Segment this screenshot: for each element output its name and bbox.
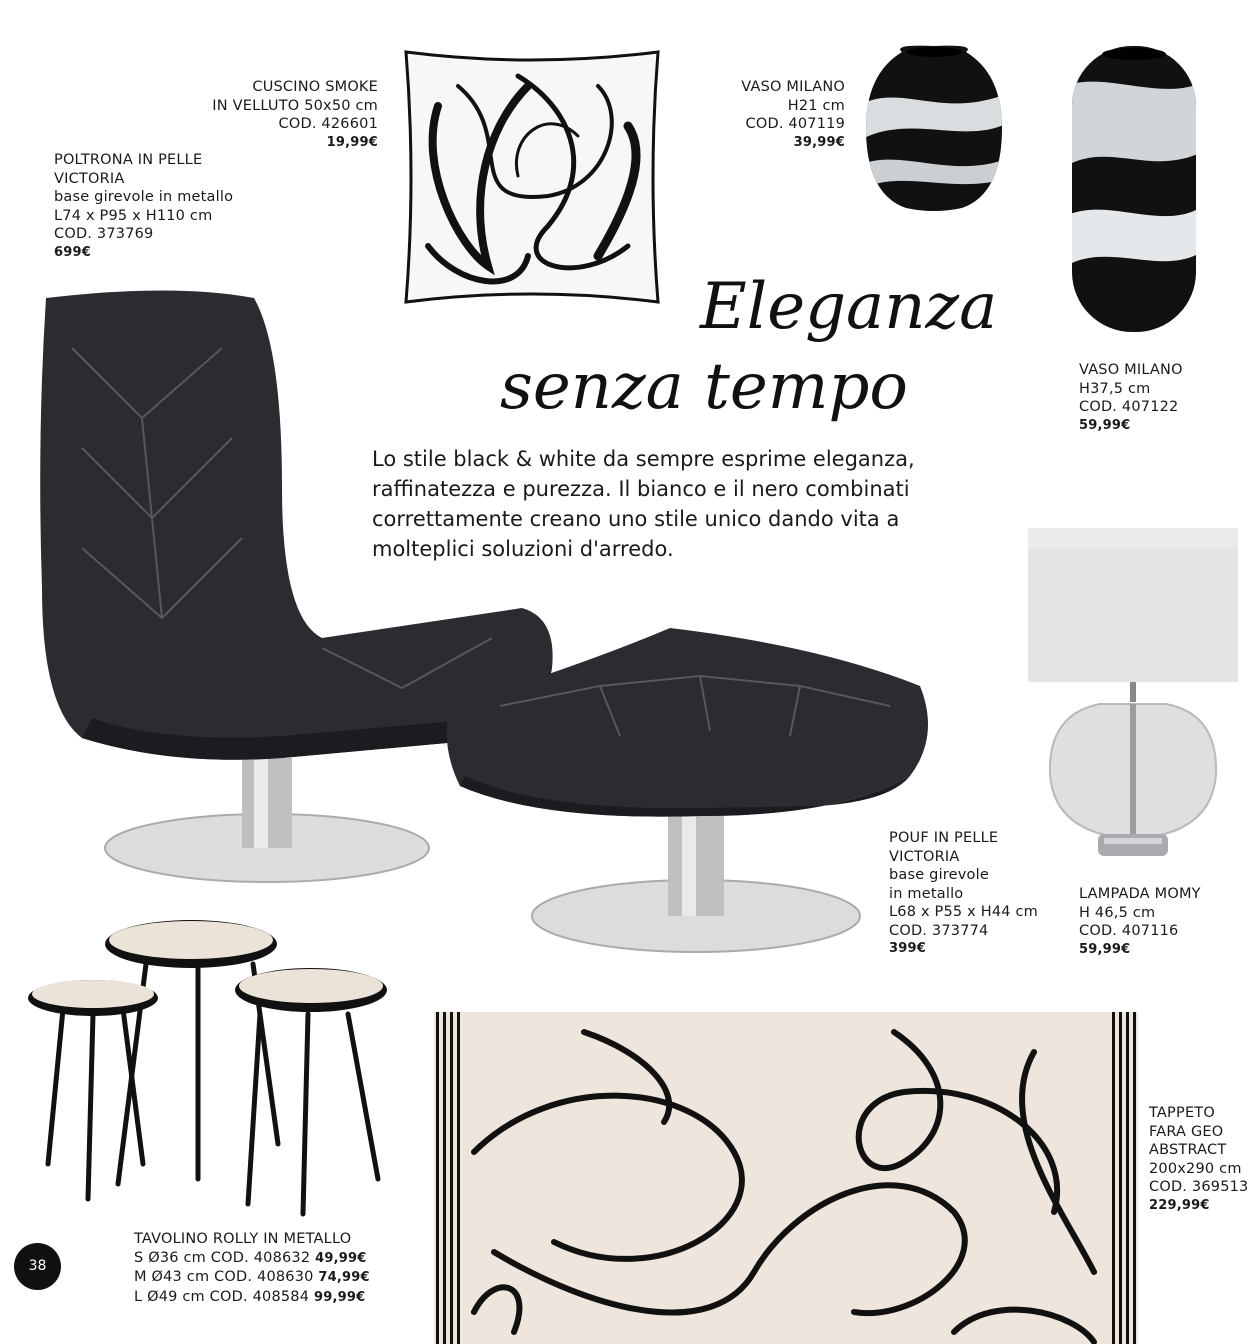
cuscino-name: CUSCINO SMOKE bbox=[252, 79, 378, 95]
tavolino-name: TAVOLINO ROLLY IN METALLO bbox=[134, 1231, 352, 1247]
tappeto-name-2: FARA GEO bbox=[1149, 1123, 1224, 1140]
lampada-size: H 46,5 cm bbox=[1079, 904, 1156, 921]
poltrona-label bbox=[54, 151, 233, 262]
vaso-large-label bbox=[1079, 361, 1183, 435]
pouf-base: base girevole bbox=[889, 867, 989, 883]
cuscino-label bbox=[212, 78, 378, 152]
pouf-size: L68 x P55 x H44 cm bbox=[889, 904, 1038, 920]
pouf-base-2: in metallo bbox=[889, 885, 964, 902]
vaso-small-price: 39,99€ bbox=[793, 134, 845, 150]
vaso-large-code: COD. 407122 bbox=[1079, 399, 1179, 415]
side-tables-image bbox=[28, 914, 388, 1224]
heading-line-2: senza tempo bbox=[500, 350, 908, 424]
lampada-name: LAMPADA MOMY bbox=[1079, 886, 1201, 902]
tappeto-price: 229,99€ bbox=[1149, 1197, 1210, 1213]
cuscino-size: IN VELLUTO 50x50 cm bbox=[212, 97, 378, 114]
pouf-name: POUF IN PELLE bbox=[889, 830, 999, 846]
tavolino-size-m-price: 74,99€ bbox=[318, 1270, 370, 1285]
poltrona-base: base girevole in metallo bbox=[54, 189, 234, 205]
cushion-image bbox=[398, 46, 666, 308]
vaso-small-name: VASO MILANO bbox=[741, 79, 845, 95]
pouf-price: 399€ bbox=[889, 941, 926, 956]
poltrona-size: L74 x P95 x H110 cm bbox=[54, 207, 213, 224]
vaso-small-size: H21 cm bbox=[787, 97, 845, 114]
tappeto-code: COD. 369513 bbox=[1149, 1179, 1249, 1195]
cuscino-code: COD. 426601 bbox=[278, 116, 378, 132]
heading-line-1: Eleganza bbox=[700, 270, 998, 344]
vaso-large-name: VASO MILANO bbox=[1079, 362, 1183, 378]
poltrona-name: POLTRONA IN PELLE bbox=[54, 152, 203, 168]
tavolino-label bbox=[134, 1230, 370, 1307]
poltrona-price: 699€ bbox=[54, 244, 91, 260]
vase-large-image bbox=[1070, 44, 1198, 334]
tavolino-size-s-text: S Ø36 cm COD. 408632 bbox=[134, 1249, 311, 1266]
lampada-price: 59,99€ bbox=[1079, 941, 1131, 957]
tappeto-name: TAPPETO bbox=[1149, 1105, 1215, 1121]
pouf-image bbox=[440, 626, 940, 960]
pouf-name-2: VICTORIA bbox=[889, 848, 960, 865]
vaso-large-size: H37,5 cm bbox=[1079, 380, 1151, 397]
vaso-small-code: COD. 407119 bbox=[745, 116, 845, 132]
lamp-image bbox=[1028, 524, 1238, 860]
cuscino-price: 19,99€ bbox=[326, 134, 378, 150]
tavolino-size-l-text: L Ø49 cm COD. 408584 bbox=[134, 1288, 310, 1305]
pouf-code: COD. 373774 bbox=[889, 922, 989, 939]
tavolino-size-l bbox=[134, 1288, 370, 1308]
poltrona-name-2: VICTORIA bbox=[54, 170, 125, 187]
tavolino-size-s bbox=[134, 1249, 370, 1269]
tappeto-name-3: ABSTRACT bbox=[1149, 1142, 1227, 1158]
tavolino-size-m-text: M Ø43 cm COD. 408630 bbox=[134, 1269, 314, 1285]
tappeto-size: 200x290 cm bbox=[1149, 1160, 1242, 1177]
lampada-label bbox=[1079, 885, 1201, 959]
page-number: 38 bbox=[14, 1243, 61, 1290]
vaso-large-price: 59,99€ bbox=[1079, 417, 1131, 433]
tavolino-size-s-price: 49,99€ bbox=[315, 1250, 367, 1266]
tappeto-label bbox=[1149, 1104, 1248, 1215]
intro-paragraph: Lo stile black & white da sempre esprime eleganza, raffinatezza e purezza. Il bianco e il nero combinati correttamente creano uno stile unico dando vita a molteplici soluzioni d'arredo. bbox=[372, 447, 915, 561]
lampada-code: COD. 407116 bbox=[1079, 923, 1179, 939]
tavolino-size-m bbox=[134, 1268, 370, 1288]
vaso-small-label bbox=[741, 78, 845, 152]
vase-small-image bbox=[862, 44, 1006, 212]
tavolino-size-l-price: 99,99€ bbox=[313, 1289, 366, 1305]
rug-image bbox=[434, 1012, 1138, 1344]
poltrona-code: COD. 373769 bbox=[54, 226, 154, 242]
